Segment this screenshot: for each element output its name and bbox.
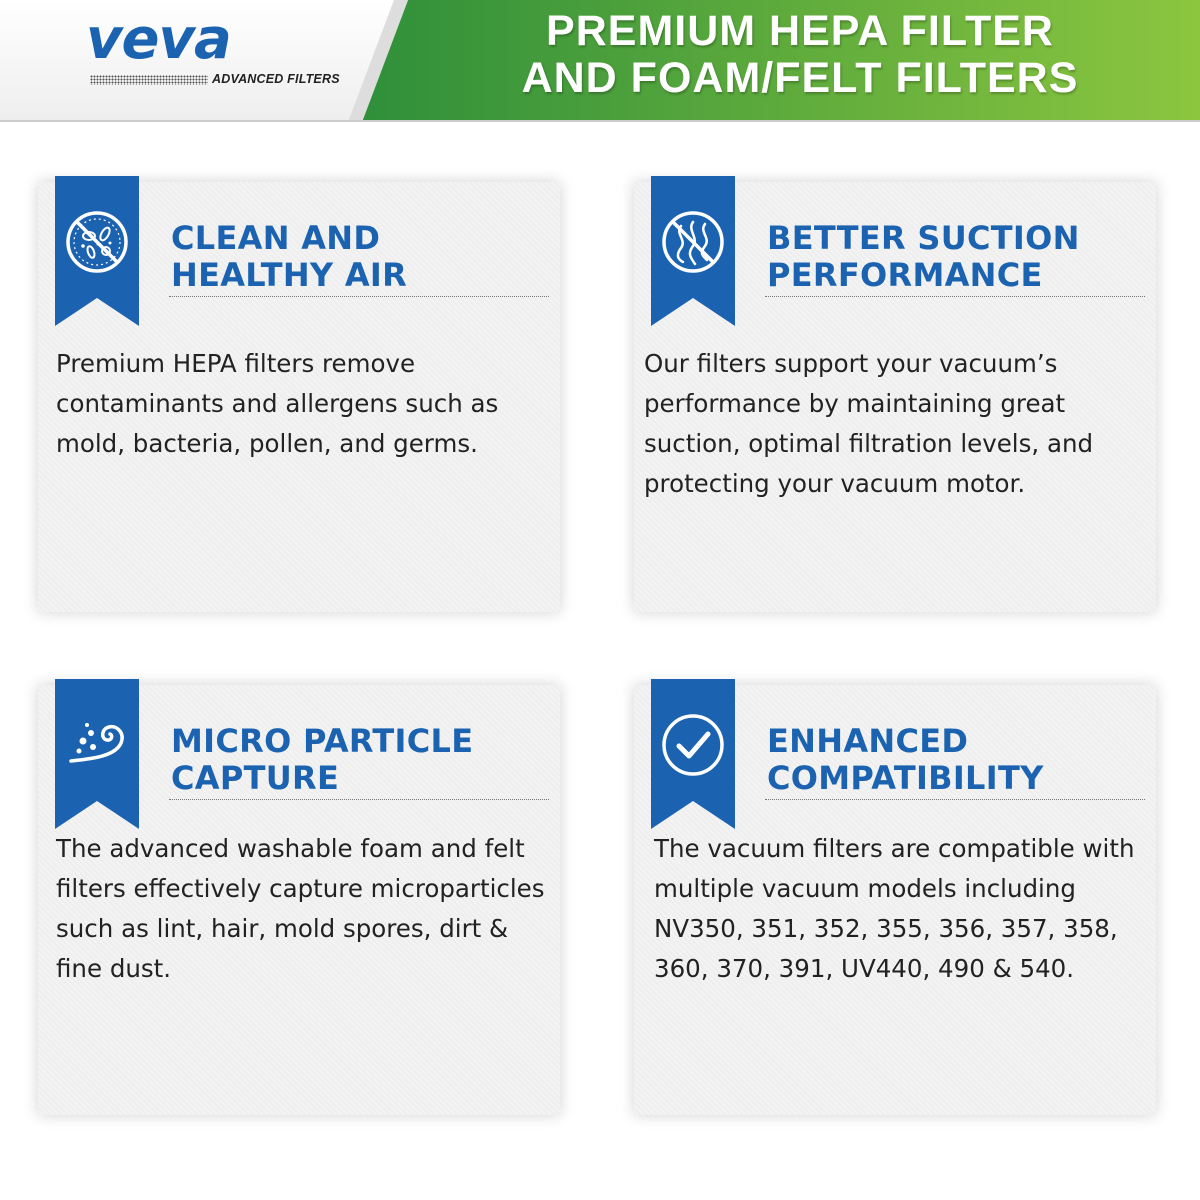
- card-title: [171, 220, 551, 294]
- header-banner: [0, 0, 1200, 122]
- feature-card-clean-air: [38, 182, 560, 612]
- brand-logo: [86, 7, 340, 94]
- checkmark-circle-icon: [657, 709, 729, 781]
- card-description: The vacuum filters are compatible with multiple vacuum models including NV350, 351, 352, 355, 356, 357, 358, 360, 370, 391, UV440, 490 & 540.: [654, 834, 1135, 983]
- no-bacteria-icon: [61, 206, 133, 278]
- card-title-line-1: MICRO PARTICLE: [171, 722, 474, 760]
- card-title-line-1: ENHANCED: [767, 722, 969, 760]
- brand-tagline: ADVANCED FILTERS: [212, 72, 340, 86]
- card-divider: [169, 799, 549, 800]
- headline-line-2: AND FOAM/FELT FILTERS: [521, 54, 1079, 102]
- card-description: Premium HEPA filters remove contaminants and allergens such as mold, bacteria, pollen, and germs.: [56, 349, 499, 458]
- card-title-line-2: HEALTHY AIR: [171, 256, 408, 294]
- brand-dot-pattern: [90, 75, 208, 85]
- card-divider: [765, 296, 1145, 297]
- card-title-line-2: COMPATIBILITY: [767, 759, 1044, 797]
- feature-card-compatibility: [634, 685, 1156, 1115]
- particle-swirl-icon: [61, 709, 133, 781]
- feature-card-micro-particle: [38, 685, 560, 1115]
- feature-card-suction: [634, 182, 1156, 612]
- card-divider: [765, 799, 1145, 800]
- card-title-line-1: BETTER SUCTION: [767, 219, 1080, 257]
- card-title-line-1: CLEAN AND: [171, 219, 381, 257]
- card-title-line-2: CAPTURE: [171, 759, 340, 797]
- headline-line-1: PREMIUM HEPA FILTER: [546, 7, 1054, 55]
- brand-name: veva: [86, 7, 231, 72]
- page-headline: [400, 8, 1200, 114]
- card-title: [767, 220, 1147, 294]
- card-divider: [169, 296, 549, 297]
- card-title: [767, 723, 1147, 797]
- card-description: The advanced washable foam and felt filters effectively capture microparticles such as lint, hair, mold spores, dirt & fine dust.: [56, 834, 545, 983]
- card-description: Our filters support your vacuum’s performance by maintaining great suction, optimal filtration levels, and protecting your vacuum motor.: [644, 349, 1094, 498]
- card-title: [171, 723, 551, 797]
- card-title-line-2: PERFORMANCE: [767, 256, 1043, 294]
- no-airflow-loss-icon: [657, 206, 729, 278]
